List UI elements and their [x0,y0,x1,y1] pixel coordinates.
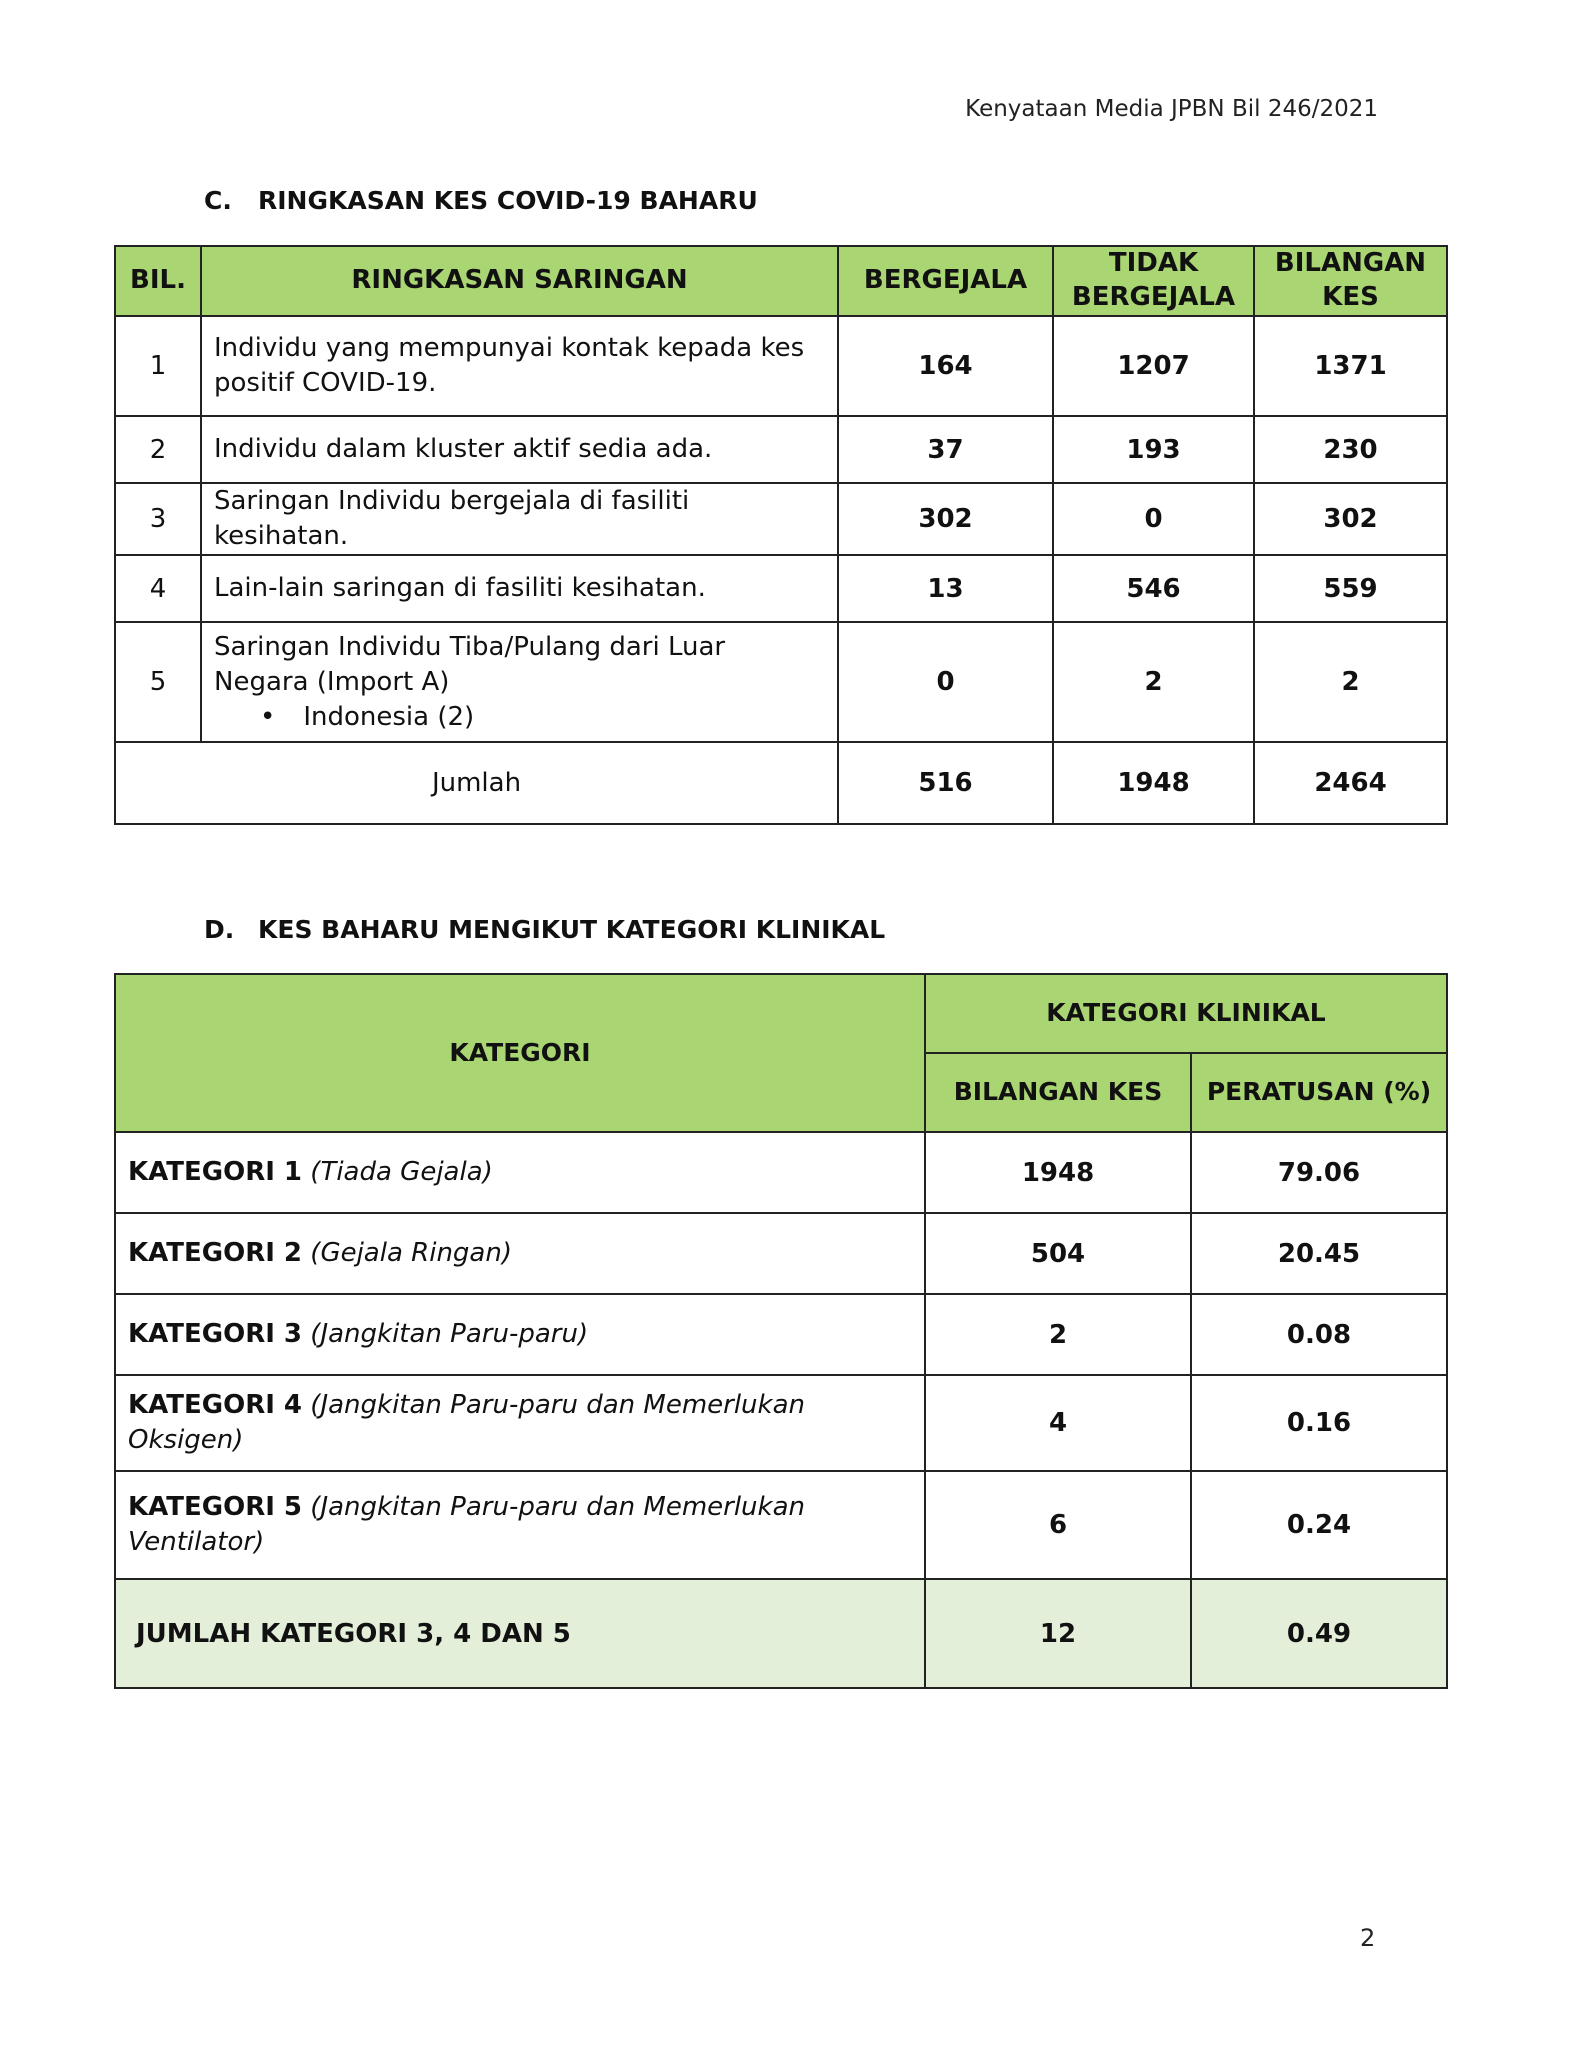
category-percent: 0.16 [1191,1375,1447,1471]
row-description [201,622,838,742]
category-cases: 6 [925,1471,1191,1579]
table-row [115,1132,1447,1213]
category-cases: 1948 [925,1132,1191,1213]
category-desc: (Tiada Gejala) [310,1156,493,1187]
row-bilangan-kes: 1371 [1254,316,1447,416]
row-description: Lain-lain saringan di fasiliti kesihatan. [201,555,838,622]
col-header-bergejala: BERGEJALA [838,246,1053,316]
category-cell [115,1132,925,1213]
col-header-bil: BIL. [115,246,201,316]
row-bergejala: 302 [838,483,1053,555]
total-cases: 12 [925,1579,1191,1688]
col-header-tidak-bergejala [1053,246,1254,316]
category-name: KATEGORI 2 [128,1237,303,1268]
col-header-kategori-klinikal: KATEGORI KLINIKAL [925,974,1447,1053]
category-cell [115,1375,925,1471]
category-percent: 0.24 [1191,1471,1447,1579]
row-tidak-bergejala: 1207 [1053,316,1254,416]
col-header-tidak-line1: TIDAK [1108,248,1199,279]
table-row [115,416,1447,483]
bullet-item [214,700,825,735]
row-tidak-bergejala: 193 [1053,416,1254,483]
section-d-letter: D. [204,915,235,944]
section-c-heading: RINGKASAN KES COVID-19 BAHARU [258,186,758,215]
row-bilangan-kes: 2 [1254,622,1447,742]
row-bilangan-kes: 559 [1254,555,1447,622]
row-bilangan-kes: 302 [1254,483,1447,555]
category-desc: (Jangkitan Paru-paru dan Memerlukan Oksigen) [128,1389,805,1455]
table-row [115,316,1447,416]
col-header-bilangan-line1: BILANGAN [1274,248,1427,279]
row-description: Individu yang mempunyai kontak kepada kes positif COVID-19. [201,316,838,416]
total-bergejala: 516 [838,742,1053,824]
total-row [115,742,1447,824]
category-name: KATEGORI 5 [128,1491,303,1522]
table-row [115,1375,1447,1471]
row-bil: 1 [115,316,201,416]
table-row [115,1471,1447,1579]
table-row [115,1294,1447,1375]
bullet-text: Indonesia (2) [303,701,475,732]
row-bil: 2 [115,416,201,483]
row-tidak-bergejala: 546 [1053,555,1254,622]
document-reference: Kenyataan Media JPBN Bil 246/2021 [965,96,1378,122]
covid-summary-table [114,245,1448,825]
category-desc: (Gejala Ringan) [310,1237,512,1268]
category-name: KATEGORI 3 [128,1318,303,1349]
col-header-bilangan-kes [1254,246,1447,316]
total-bilangan-kes: 2464 [1254,742,1447,824]
total-label: JUMLAH KATEGORI 3, 4 DAN 5 [115,1579,925,1688]
col-header-peratusan: PERATUSAN (%) [1191,1053,1447,1132]
page-number: 2 [1360,1924,1376,1952]
table-row [115,483,1447,555]
col-header-tidak-line2: BERGEJALA [1071,282,1236,312]
bullet-mark: • [260,701,276,732]
table-row [115,1213,1447,1294]
category-name: KATEGORI 1 [128,1156,303,1187]
row-bil: 4 [115,555,201,622]
col-header-ringkasan: RINGKASAN SARINGAN [201,246,838,316]
table-header-row [115,246,1447,316]
category-desc: (Jangkitan Paru-paru dan Memerlukan Ventilator) [128,1491,805,1557]
section-d-title [204,915,885,944]
row-description: Saringan Individu bergejala di fasiliti kesihatan. [201,483,838,555]
category-cell [115,1471,925,1579]
row-bil: 3 [115,483,201,555]
total-label: Jumlah [115,742,838,824]
category-percent: 79.06 [1191,1132,1447,1213]
row-description-text: Saringan Individu Tiba/Pulang dari Luar Negara (Import A) [214,631,726,697]
section-c-letter: C. [204,186,232,215]
section-c-title [204,186,758,215]
col-header-kategori: KATEGORI [115,974,925,1132]
total-row [115,1579,1447,1688]
category-cases: 504 [925,1213,1191,1294]
col-header-bilangan-kes: BILANGAN KES [925,1053,1191,1132]
table-row [115,555,1447,622]
total-percent: 0.49 [1191,1579,1447,1688]
category-cell [115,1294,925,1375]
row-tidak-bergejala: 0 [1053,483,1254,555]
col-header-bilangan-line2: KES [1322,282,1379,312]
category-cases: 2 [925,1294,1191,1375]
row-bil: 5 [115,622,201,742]
clinical-category-table [114,973,1448,1689]
row-bergejala: 0 [838,622,1053,742]
row-description: Individu dalam kluster aktif sedia ada. [201,416,838,483]
category-percent: 0.08 [1191,1294,1447,1375]
section-d-heading: KES BAHARU MENGIKUT KATEGORI KLINIKAL [258,915,886,944]
row-bilangan-kes: 230 [1254,416,1447,483]
total-tidak-bergejala: 1948 [1053,742,1254,824]
category-name: KATEGORI 4 [128,1389,303,1420]
table-row [115,622,1447,742]
row-bergejala: 37 [838,416,1053,483]
category-percent: 20.45 [1191,1213,1447,1294]
category-cell [115,1213,925,1294]
category-desc: (Jangkitan Paru-paru) [310,1318,589,1349]
row-bergejala: 13 [838,555,1053,622]
row-tidak-bergejala: 2 [1053,622,1254,742]
category-cases: 4 [925,1375,1191,1471]
table-header-row [115,974,1447,1053]
row-bergejala: 164 [838,316,1053,416]
